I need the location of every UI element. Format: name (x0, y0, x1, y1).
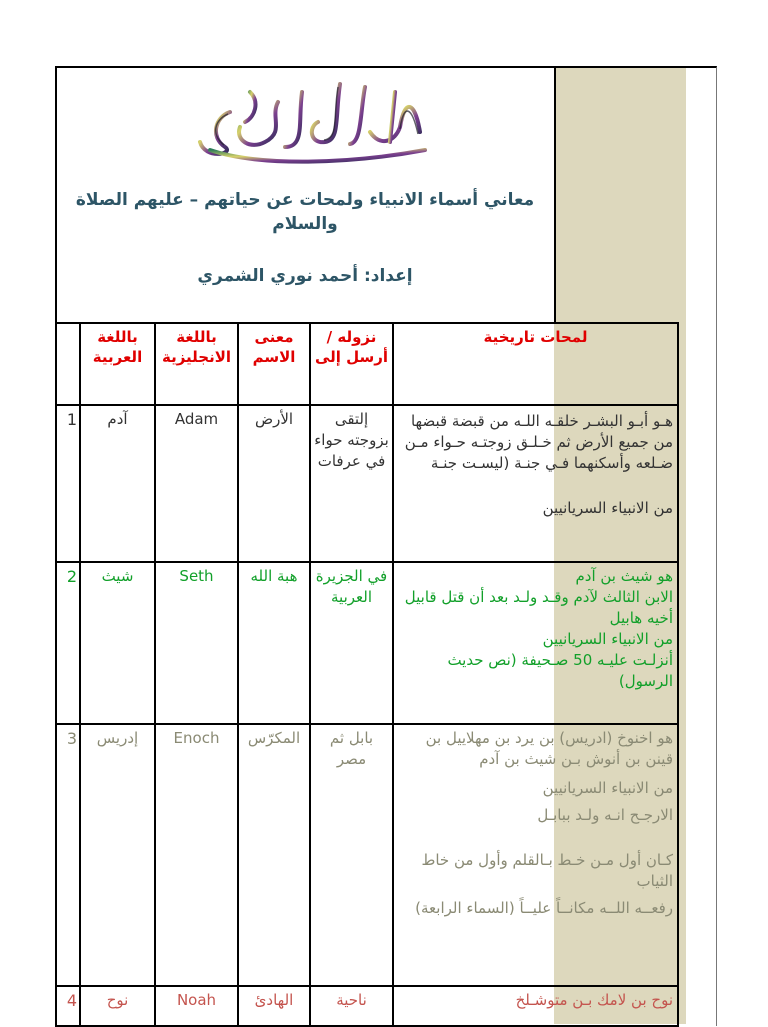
english-name-cell: Adam (155, 405, 238, 562)
revealed-cell: ناحية (310, 986, 393, 1026)
prophets-table (55, 322, 679, 1027)
table-row (56, 562, 678, 724)
history-text: هـو أبـو البشـر خلقـه اللـه من قبضة قبضها من جميع الأرض ثم خـلـق زوجتـه حـواء مـن ضـلعه وأسكنهما فـي جنـة (ليسـت جنـة (404, 412, 673, 472)
revealed-cell: إلتقى بزوجته حواء في عرفات (310, 405, 393, 562)
history-text: الارجـح انـه ولـد ببابـل (537, 806, 673, 824)
table-row (56, 724, 678, 986)
basmala-calligraphy-logo (190, 72, 435, 172)
revealed-cell: في الجزيرة العربية (310, 562, 393, 724)
header-num (56, 323, 80, 405)
history-cell (393, 986, 678, 1026)
header-english: باللغة الانجليزية (155, 323, 238, 405)
english-name-cell: Enoch (155, 724, 238, 986)
arabic-name-cell: نوح (80, 986, 155, 1026)
table-row (56, 986, 678, 1026)
table-header-row (56, 323, 678, 405)
arabic-name-cell: شيث (80, 562, 155, 724)
page-title: معاني أسماء الانبياء ولمحات عن حياتهم – عليهم الصلاة والسلام (75, 190, 535, 234)
history-text: هو اخنوخ (ادريس) بن يرد بن مهلاييل بن قينن بن أنوش بـن شيث بن آدم (425, 729, 673, 768)
row-number: 1 (56, 405, 80, 562)
history-text: من الانبياء السريانيين (542, 499, 673, 517)
history-cell (393, 405, 678, 562)
english-name-cell: Seth (155, 562, 238, 724)
history-text: هو شيث بن آدم (575, 567, 673, 585)
history-text: أنزلـت عليـه 50 صـحيفة (نص حديث الرسول) (447, 651, 673, 690)
revealed-cell: بابل ثم مصر (310, 724, 393, 986)
header-history: لمحات تاريخية (393, 323, 678, 405)
row-number: 3 (56, 724, 80, 986)
row-number: 2 (56, 562, 80, 724)
history-text: من الانبياء السريانيين (542, 630, 673, 648)
table-row (56, 405, 678, 562)
history-cell (393, 724, 678, 986)
arabic-name-cell: إدريس (80, 724, 155, 986)
history-cell (393, 562, 678, 724)
author-line: إعداد: أحمد نوري الشمري (197, 266, 413, 286)
header-meaning: معنى الاسم (238, 323, 310, 405)
row-number: 4 (56, 986, 80, 1026)
header-revealed: نزوله / أرسل إلى (310, 323, 393, 405)
arabic-name-cell: آدم (80, 405, 155, 562)
meaning-cell: هبة الله (238, 562, 310, 724)
history-text: نوح بن لامك بـن متوشـلخ (515, 991, 673, 1009)
meaning-cell: الهادئ (238, 986, 310, 1026)
history-text: الابن الثالث لآدم وقـد ولـد بعد أن قتل قابيل أخيه هابيل (404, 588, 673, 627)
english-name-cell: Noah (155, 986, 238, 1026)
history-text: رفعــه اللــه مكانــاً عليــاً (السماء الرابعة) (415, 899, 673, 917)
history-text: من الانبياء السريانيين (542, 779, 673, 797)
meaning-cell: المكرّس (238, 724, 310, 986)
meaning-cell: الأرض (238, 405, 310, 562)
history-text: كـان أول مـن خـط بـالقلم وأول من خاط الثياب (421, 851, 673, 890)
header-arabic: باللغة العربية (80, 323, 155, 405)
